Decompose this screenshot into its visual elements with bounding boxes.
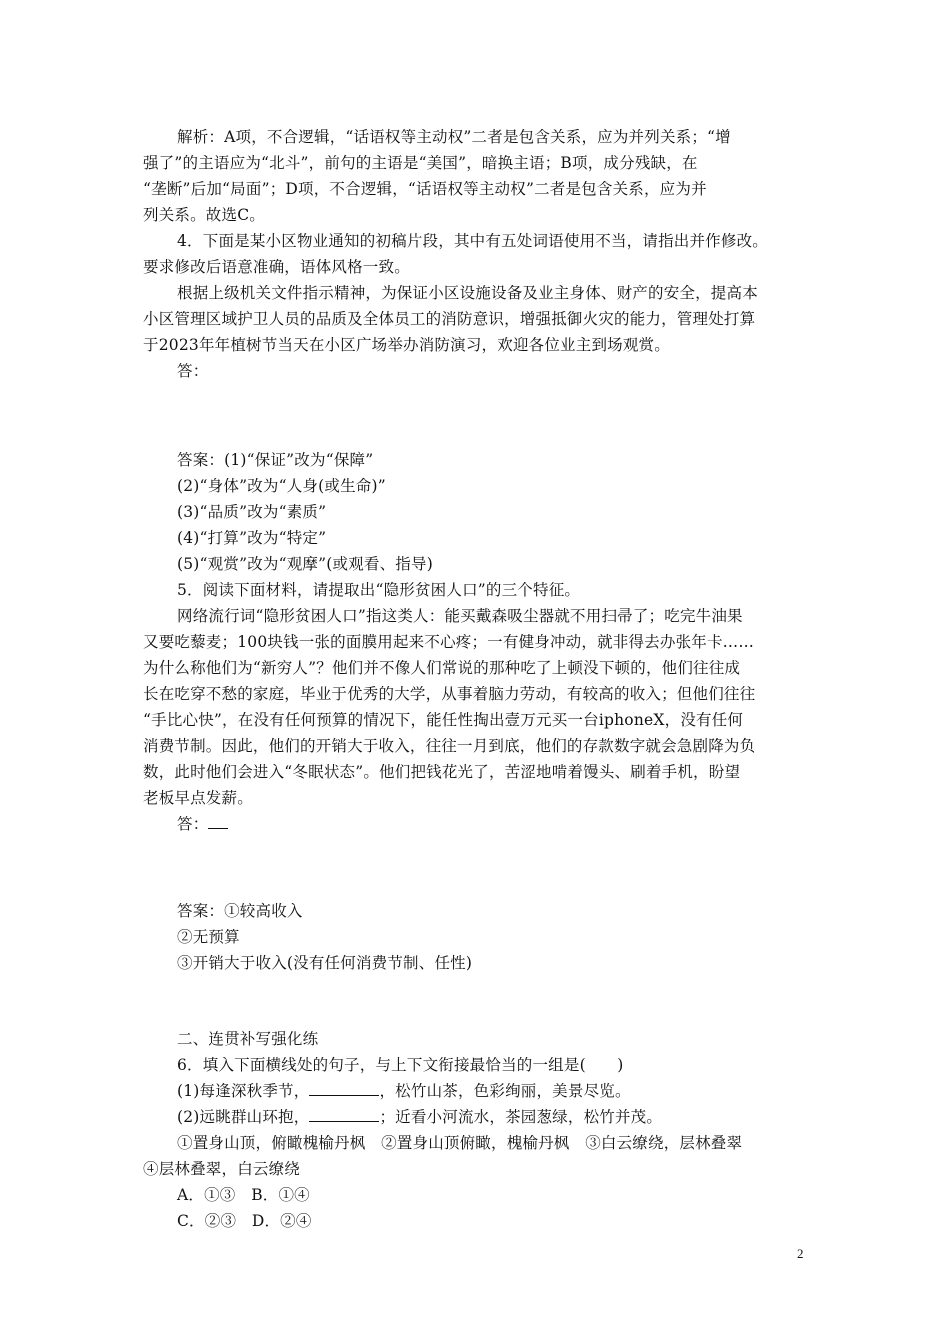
q5-answer-label-row	[177, 811, 228, 837]
q4-answer-line: (2)“身体”改为“人身(或生命)”	[177, 477, 386, 495]
q6-sentence-2	[177, 1104, 662, 1130]
q5-passage-line: 又要吃藜麦；100块钱一张的面膜用起来不心疼；一有健身冲动，就非得去办张年卡……	[143, 633, 755, 651]
q5-answer-line: 答案：①较高收入	[177, 902, 303, 920]
q4-passage-line: 于2023年年植树节当天在小区广场举办消防演习，欢迎各位业主到场观赏。	[143, 336, 670, 354]
sentence-1-end: ，松竹山茶，色彩绚丽，美景尽览。	[379, 1082, 631, 1100]
q4-answer-label: 答：	[177, 362, 209, 380]
q6-prompt: 6．填入下面横线处的句子，与上下文衔接最恰当的一组是( )	[177, 1056, 624, 1074]
q5-passage-line: 长在吃穿不愁的家庭，毕业于优秀的大学，从事着脑力劳动，有较高的收入；但他们往往	[143, 685, 756, 703]
sentence-1-start: (1)每逢深秋季节，	[177, 1082, 310, 1100]
q5-passage-line: 数，此时他们会进入“冬眠状态”。他们把钱花光了，苦涩地啃着馒头、刷着手机，盼望	[143, 763, 741, 781]
q5-answer-line: ②无预算	[177, 928, 240, 946]
q4-answer-line: (3)“品质”改为“素质”	[177, 503, 327, 521]
q5-passage-line: 网络流行词“隐形贫困人口”指这类人：能买戴森吸尘器就不用扫帚了；吃完牛油果	[177, 607, 743, 625]
q5-answer-line: ③开销大于收入(没有任何消费节制、任性)	[177, 954, 473, 972]
fill-blank-1	[309, 1081, 379, 1096]
q5-passage-line: 老板早点发薪。	[143, 789, 253, 807]
q5-passage-line: 消费节制。因此，他们的开销大于收入，往往一月到底，他们的存款数字就会急剧降为负	[143, 737, 756, 755]
analysis-line: 强了”的主语应为“北斗”，前句的主语是“美国”，暗换主语；B项，成分残缺，在	[143, 154, 698, 172]
q4-passage-line: 根据上级机关文件指示精神，为保证小区设施设备及业主身体、财产的安全，提高本	[177, 284, 758, 302]
q5-passage-line: “手比心快”，在没有任何预算的情况下，能任性掏出壹万元买一台iphoneX，没有任何	[143, 711, 744, 729]
sentence-2-start: (2)远眺群山环抱，	[177, 1108, 310, 1126]
q4-answer-line: (4)“打算”改为“特定”	[177, 529, 327, 547]
analysis-line: 解析：A项，不合逻辑，“话语权等主动权”二者是包含关系，应为并列关系；“增	[177, 128, 731, 146]
q6-options-line: ①置身山顶，俯瞰槐榆丹枫 ②置身山顶俯瞰，槐榆丹枫 ③白云缭绕，层林叠翠	[177, 1134, 743, 1152]
q4-prompt: 要求修改后语意准确，语体风格一致。	[143, 258, 410, 276]
section-heading: 二、连贯补写强化练	[177, 1030, 319, 1048]
q6-options-line: ④层林叠翠，白云缭绕	[143, 1160, 301, 1178]
page-number: 2	[797, 1246, 804, 1261]
q4-passage-line: 小区管理区域护卫人员的品质及全体员工的消防意识，增强抵御火灾的能力，管理处打算	[143, 310, 756, 328]
analysis-line: “垄断”后加“局面”；D项，不合逻辑，“话语权等主动权”二者是包含关系，应为并	[143, 180, 707, 198]
answer-blank	[208, 814, 228, 829]
q4-prompt: 4．下面是某小区物业通知的初稿片段，其中有五处词语使用不当，请指出并作修改。	[177, 232, 768, 250]
fill-blank-2	[309, 1107, 379, 1122]
q5-answer-label: 答：	[177, 815, 209, 833]
q5-prompt: 5．阅读下面材料，请提取出“隐形贫困人口”的三个特征。	[177, 581, 581, 599]
q5-passage-line: 为什么称他们为“新穷人”？他们并不像人们常说的那种吃了上顿没下顿的，他们往往成	[143, 659, 741, 677]
q6-sentence-1	[177, 1078, 631, 1104]
q4-answer-line: 答案：(1)“保证”改为“保障”	[177, 451, 374, 469]
q6-choices: C．②③ D．②④	[177, 1212, 312, 1230]
q4-answer-line: (5)“观赏”改为“观摩”(或观看、指导)	[177, 555, 433, 573]
sentence-2-end: ；近看小河流水，茶园葱绿，松竹并茂。	[379, 1108, 663, 1126]
analysis-line: 列关系。故选C。	[143, 206, 265, 224]
q6-choices: A．①③ B．①④	[177, 1186, 310, 1204]
